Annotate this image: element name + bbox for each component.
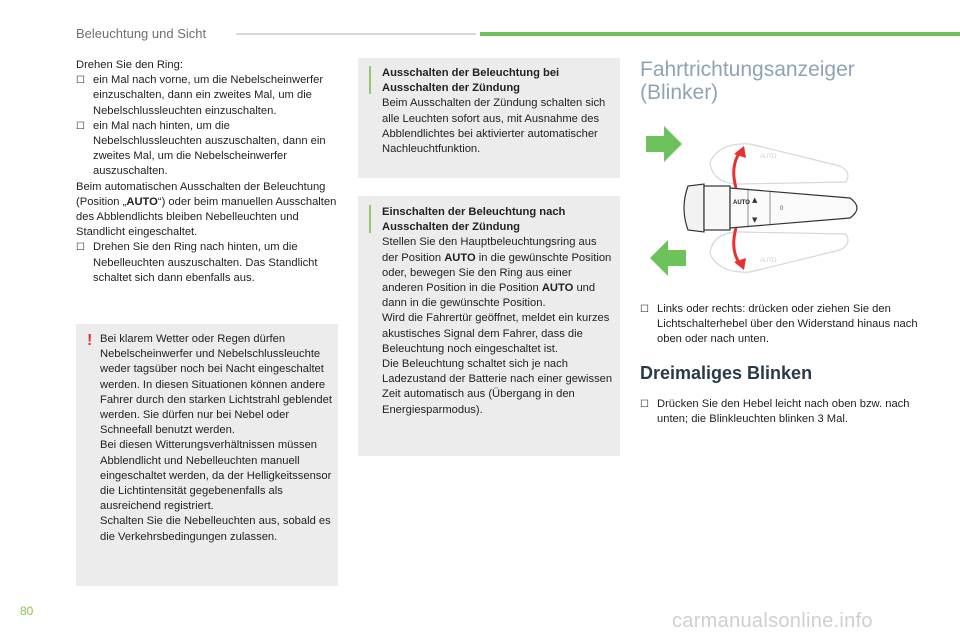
header-section-title: Beleuchtung und Sicht — [76, 26, 207, 41]
checkbox-bullet-icon: ☐ — [640, 304, 649, 315]
info-text: Ausschalten der Beleuchtung bei Ausschalten der Zündung Beim Ausschalten der Zündung schalten sich alle Leuchten sofort aus, mit Ausnahme des Abblendlichtes bei aktivierter automatischer Nachleuchtfunktion. — [382, 67, 606, 156]
lever-label-zero: 0 — [780, 206, 784, 212]
column-fog-lights — [76, 58, 338, 286]
svg-text:AUTO: AUTO — [760, 154, 777, 160]
page-number: 80 — [20, 604, 34, 618]
column-indicators — [640, 302, 920, 348]
info-bar-icon — [369, 66, 371, 94]
svg-text:▲: ▲ — [752, 196, 758, 204]
auto-paragraph: Beim automatischen Ausschalten der Beleuchtung (Position „AUTO“) oder beim manuellen Ausschalten des Abblendlichts bleiben Nebelleuchten und Standlicht eingeschaltet. — [76, 180, 337, 239]
checkbox-bullet-icon: ☐ — [76, 120, 85, 132]
lever-label-auto: AUTO — [733, 200, 750, 206]
watermark: carmanualsonline.info — [672, 610, 873, 632]
header-divider — [236, 33, 476, 35]
svg-text:AUTO: AUTO — [760, 258, 777, 264]
header-accent-bar — [480, 32, 960, 36]
exclamation-icon: ! — [87, 332, 93, 349]
warning-text: Bei klarem Wetter oder Regen dürfen Nebelscheinwerfer und Nebelschlussleuchte weder tagsüber noch bei Nacht eingeschaltet werden. In diesen Situationen können andere Fahrer durch den starken Lichtstrahl geblendet werden. Sie dürfen nur bei Nebel oder Schneefall benutzt werden. Bei diesen Witterungsverhältnissen müssen Abblendlicht und Nebelleuchten manuell eingeschaltet werden, da der Helligkeitssensor die Lichtintensität gegebenenfalls als ausreichend registriert. Schalten Sie die Nebelleuchten aus, sobald es die Verkehrsbedingungen zulassen. — [100, 333, 332, 543]
list-item: ☐ Links oder rechts: drücken oder ziehen Sie den Lichtschalterhebel über den Widerstand hinaus nach oben oder nach unten. — [640, 303, 918, 346]
list-item: ☐ Drücken Sie den Hebel leicht nach oben bzw. nach unten; die Blinkleuchten blinken 3 Mal. — [640, 398, 910, 426]
list-item: ☐ ein Mal nach hinten, um die Nebelschlussleuchten auszuschalten, dann ein zweites Mal, um die Nebelscheinwerfer auszuschalten. — [76, 119, 326, 178]
info-bar-icon — [369, 205, 371, 233]
checkbox-bullet-icon: ☐ — [76, 75, 85, 87]
section-heading-triple-flash: Dreimaliges Blinken — [640, 363, 813, 383]
list-item: ☐ Drehen Sie den Ring nach hinten, um die Nebelleuchten auszuschalten. Das Standlicht schaltet sich dann ebenfalls aus. — [76, 241, 318, 284]
checkbox-bullet-icon: ☐ — [640, 399, 649, 410]
intro-text: Drehen Sie den Ring: — [76, 59, 183, 71]
svg-text:▼: ▼ — [752, 216, 758, 224]
info-box-ignition-off — [358, 58, 620, 178]
info-text: Einschalten der Beleuchtung nach Ausschalten der Zündung Stellen Sie den Hauptbeleuchtungsring aus der Position AUTO in die gewünschte Position oder, bewegen Sie den Ring aus einer anderen Position in die Position AUTO und dann in die gewünschte Position. Wird die Fahrertür geöffnet, meldet ein kurzes akustisches Signal dem Fahrer, dass die Beleuchtung noch eingeschaltet ist. Die Beleuchtung schaltet sich je nach Ladezustand der Batterie nach einer gewissen Zeit automatisch aus (Übergang in den Energiesparmodus). — [382, 206, 613, 416]
info-box-lights-on — [358, 196, 620, 456]
checkbox-bullet-icon: ☐ — [76, 242, 85, 254]
list-item: ☐ ein Mal nach vorne, um die Nebelscheinwerfer einzuschalten, dann ein zweites Mal, um die Nebelschlussleuchten einzuschalten. — [76, 74, 324, 117]
turn-signal-lever-illustration — [640, 122, 930, 294]
section-heading-indicators: Fahrtrichtungsanzeiger (Blinker) — [640, 58, 855, 104]
warning-box — [76, 324, 338, 586]
column-triple-flash — [640, 397, 920, 427]
